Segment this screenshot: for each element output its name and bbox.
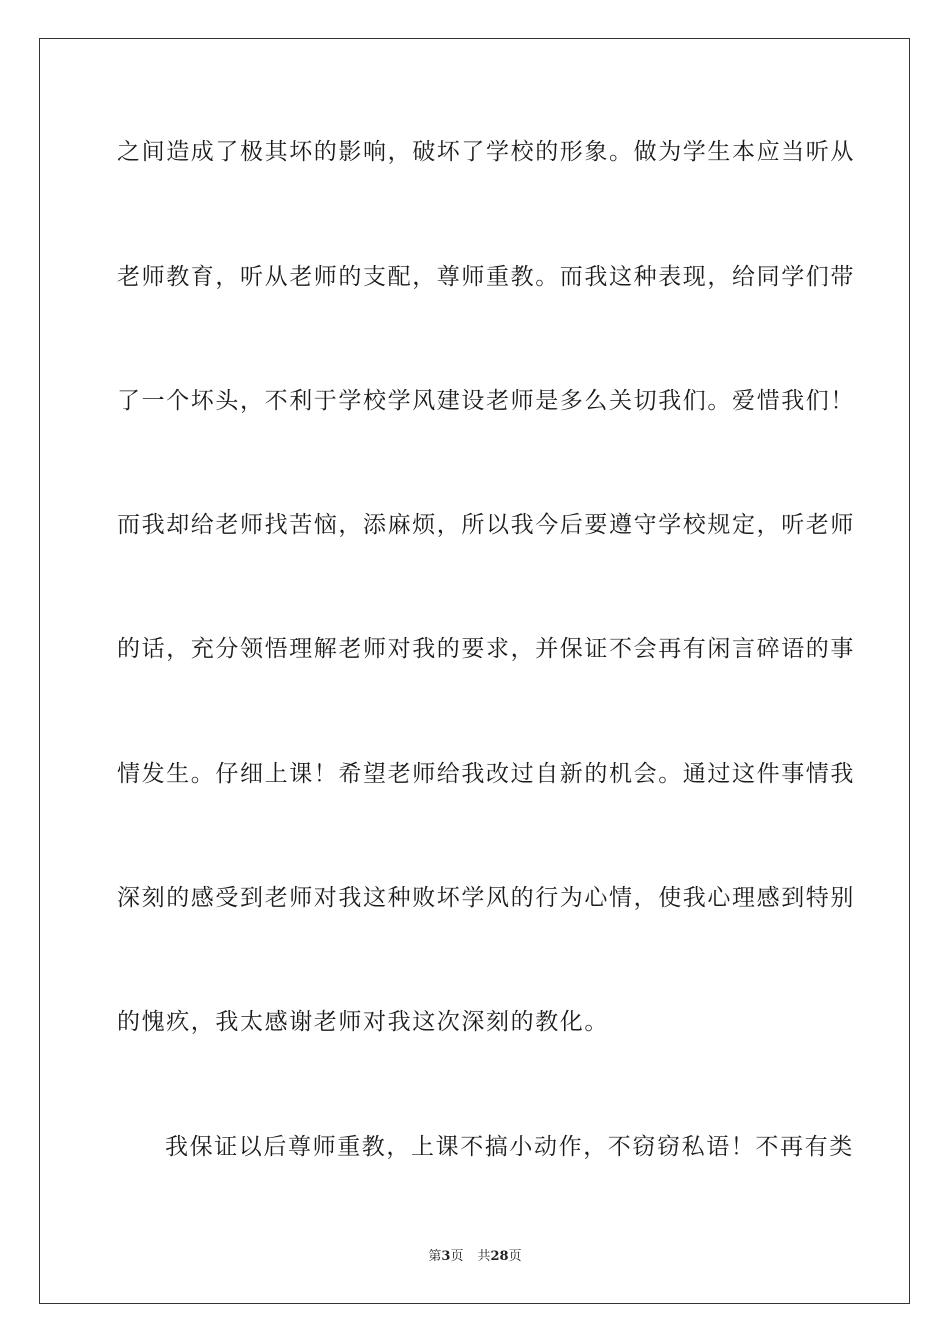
total-prefix: 共	[477, 1249, 491, 1264]
body-line-9-paragraph-start: 我保证以后尊师重教，上课不搞小动作，不窃窃私语！不再有类	[165, 1134, 854, 1160]
body-line-3: 了一个坏头，不利于学校学风建设老师是多么关切我们。爱惜我们！	[117, 388, 855, 414]
body-line-7: 深刻的感受到老师对我这种败坏学风的行为心情，使我心理感到特别	[117, 885, 855, 911]
body-line-1: 之间造成了极其坏的影响，破坏了学校的形象。做为学生本应当听从	[117, 139, 855, 165]
page-frame	[39, 38, 910, 1304]
total-pages: 28	[490, 1249, 509, 1264]
page-footer	[0, 1248, 950, 1266]
total-suffix: 页	[508, 1249, 522, 1264]
body-line-5: 的话，充分领悟理解老师对我的要求，并保证不会再有闲言碎语的事	[117, 636, 855, 662]
body-line-4: 而我却给老师找苦恼，添麻烦，所以我今后要遵守学校规定，听老师	[117, 512, 855, 538]
body-line-2: 老师教育，听从老师的支配，尊师重教。而我这种表现，给同学们带	[117, 264, 855, 290]
body-line-6: 情发生。仔细上课！希望老师给我改过自新的机会。通过这件事情我	[117, 761, 855, 787]
page-prefix: 第	[428, 1249, 442, 1264]
page-suffix: 页	[450, 1249, 464, 1264]
page-number: 3	[441, 1249, 451, 1264]
body-line-8: 的愧疚，我太感谢老师对我这次深刻的教化。	[117, 1009, 609, 1035]
